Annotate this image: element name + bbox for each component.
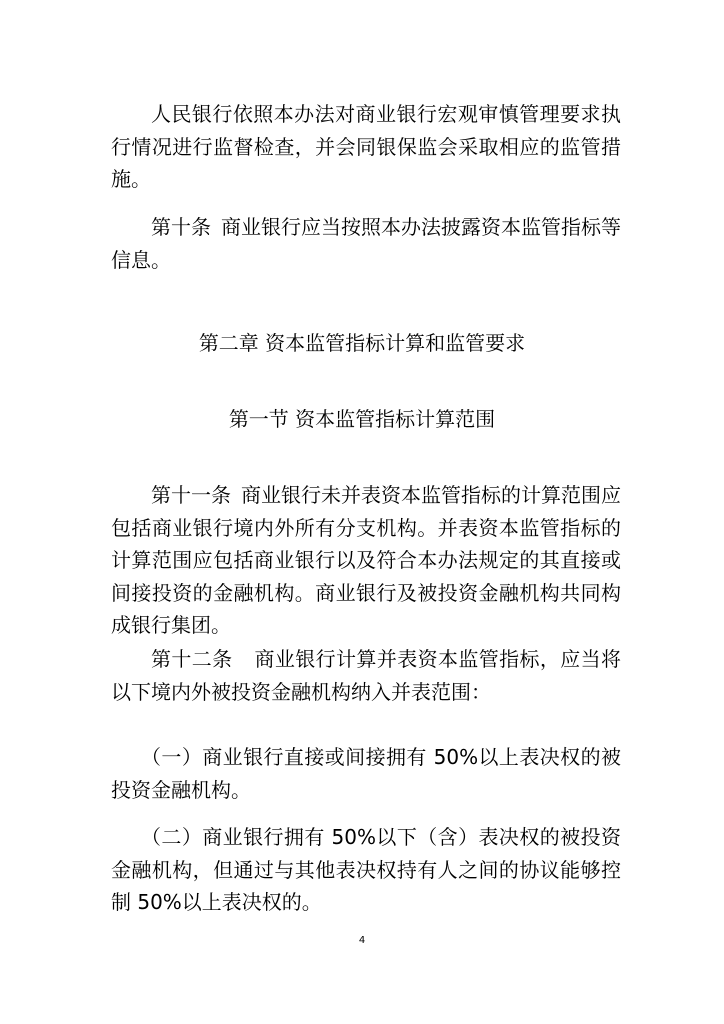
- article-label: 第十一条: [151, 483, 231, 507]
- chapter-heading: 第二章 资本监管指标计算和监管要求: [198, 331, 526, 355]
- article-text: 商业银行计算并表资本监管指标，应当将以下境内外被投资金融机构纳入并表范围：: [111, 647, 622, 704]
- article-label: 第十条: [151, 215, 211, 239]
- list-item-1: [111, 741, 621, 806]
- article-text: 商业银行应当按照本办法披露资本监管指标等信息。: [111, 215, 621, 272]
- paragraph-article-11: [111, 479, 621, 642]
- list-item-2: [111, 821, 621, 919]
- article-label: 第十二条: [151, 647, 233, 671]
- page-number: 4: [358, 935, 366, 946]
- paragraph-article-10: [111, 211, 621, 276]
- article-text: 商业银行未并表资本监管指标的计算范围应包括商业银行境内外所有分支机构。并表资本监管指标的计算范围应包括商业银行以及符合本办法规定的其直接或间接投资的金融机构。商业银行及被投资金融机构共同构成银行集团。: [111, 483, 621, 637]
- paragraph-article-12: [111, 643, 621, 708]
- list-item-text: （二）商业银行拥有 50%以下（含）表决权的被投资金融机构，但通过与其他表决权持有人之间的协议能够控制 50%以上表决权的。: [111, 825, 621, 914]
- paragraph-supervision: [111, 98, 621, 196]
- list-item-text: （一）商业银行直接或间接拥有 50%以上表决权的被投资金融机构。: [111, 745, 621, 802]
- section-heading: 第一节 资本监管指标计算范围: [228, 407, 496, 431]
- paragraph-text: 人民银行依照本办法对商业银行宏观审慎管理要求执行情况进行监督检查，并会同银保监会采取相应的监管措施。: [111, 102, 621, 191]
